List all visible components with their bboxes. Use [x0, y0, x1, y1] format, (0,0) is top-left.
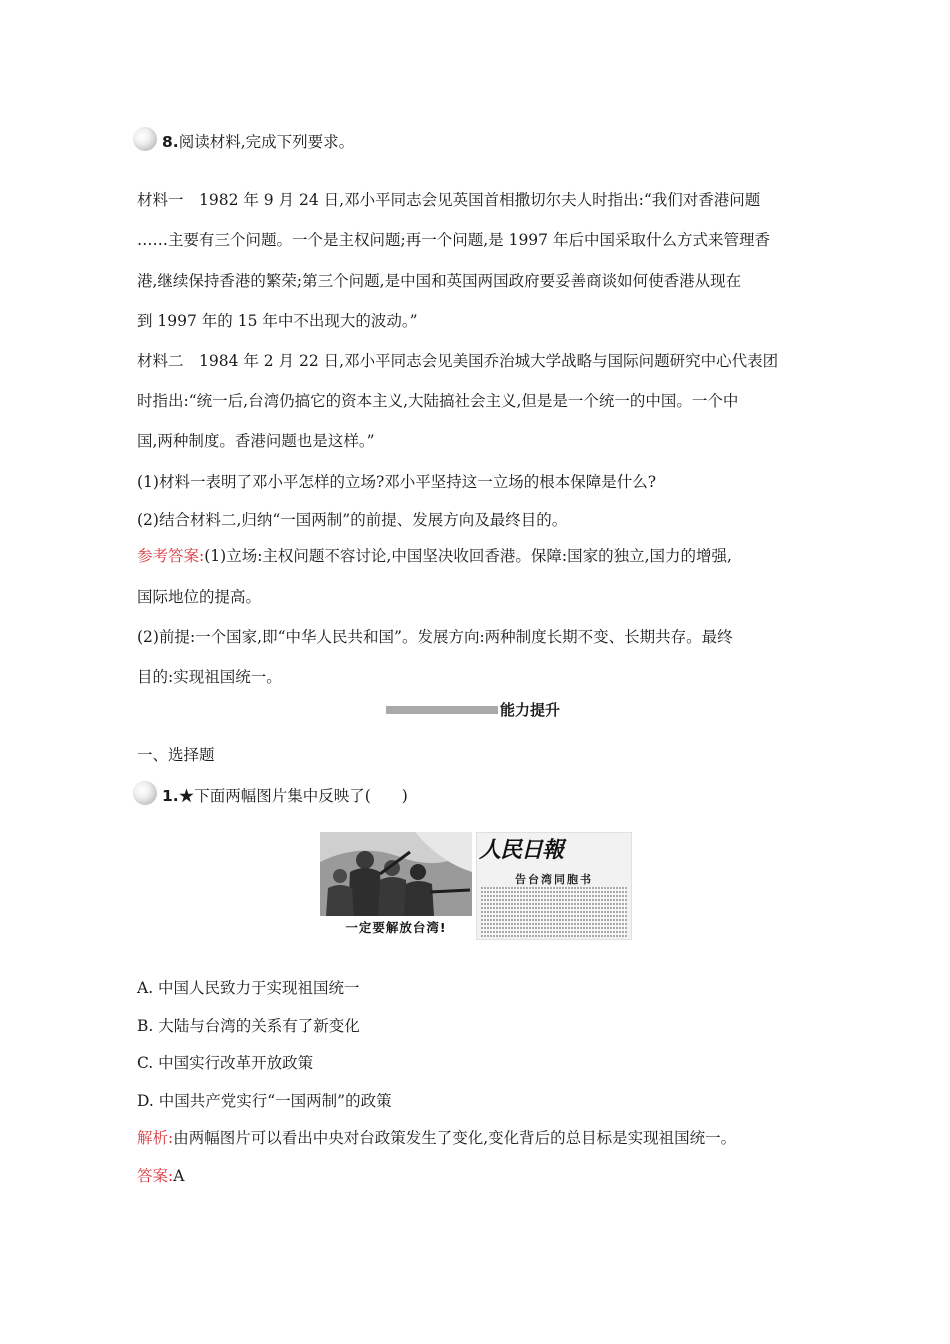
answer-label: 答案:: [137, 1167, 174, 1185]
soldiers-illustration-icon: [320, 832, 472, 916]
question-bullet-icon: [133, 781, 157, 805]
answer-text: A: [173, 1167, 185, 1185]
sub-question: (2)结合材料二,归纳“一国两制”的前提、发展方向及最终目的。: [137, 511, 568, 529]
sub-question: (1)材料一表明了邓小平怎样的立场?邓小平坚持这一立场的根本保障是什么?: [137, 473, 657, 491]
answer-line: [137, 1166, 184, 1186]
subsection-title: 一、选择题: [137, 746, 215, 764]
option-c: C. 中国实行改革开放政策: [137, 1054, 314, 1072]
question-prompt: ★下面两幅图片集中反映了( ): [178, 787, 408, 805]
analysis-label: 解析:: [137, 1129, 174, 1147]
material-line: 国,两种制度。香港问题也是这样。”: [137, 432, 375, 450]
question-prompt: 阅读材料,完成下列要求。: [178, 133, 355, 151]
reference-answer-text: (1)立场:主权问题不容讨论,中国坚决收回香港。保障:国家的独立,国力的增强,: [204, 547, 732, 565]
option-d: D. 中国共产党实行“一国两制”的政策: [137, 1092, 392, 1110]
material-line: ……主要有三个问题。一个是主权问题;再一个问题,是 1997 年后中国采取什么方式来管理香: [137, 231, 770, 249]
newspaper-text-block: [481, 887, 627, 937]
analysis-text: 由两幅图片可以看出中央对台政策发生了变化,变化背后的总目标是实现祖国统一。: [173, 1129, 737, 1147]
section-divider-bar: [386, 706, 498, 714]
question-images: [320, 832, 630, 940]
question-bullet-icon: [133, 127, 157, 151]
propaganda-poster-image: [320, 832, 472, 940]
section-title: 能力提升: [500, 701, 561, 719]
material-line: 时指出:“统一后,台湾仍搞它的资本主义,大陆搞社会主义,但是是一个统一的中国。一个中: [137, 392, 739, 410]
reference-answer-line: 国际地位的提高。: [137, 588, 262, 606]
material-line: 材料二 1984 年 2 月 22 日,邓小平同志会见美国乔治城大学战略与国际问题研究中心代表团: [137, 352, 779, 370]
reference-answer-line: [137, 546, 732, 566]
option-b: B. 大陆与台湾的关系有了新变化: [137, 1017, 360, 1035]
newspaper-headline: 告台湾同胞书: [515, 873, 593, 886]
reference-answer-line: (2)前提:一个国家,即“中华人民共和国”。发展方向:两种制度长期不变、长期共存。最终: [137, 628, 733, 646]
reference-answer-line: 目的:实现祖国统一。: [137, 668, 282, 686]
newspaper-image: [476, 832, 632, 940]
poster-caption: 一定要解放台湾!: [345, 920, 447, 935]
material-line: 到 1997 年的 15 年中不出现大的波动。”: [137, 312, 418, 330]
material-line: 材料一 1982 年 9 月 24 日,邓小平同志会见英国首相撒切尔夫人时指出:“我们对香港问题: [137, 191, 761, 209]
reference-answer-label: 参考答案:: [137, 547, 205, 565]
material-line: 港,继续保持香港的繁荣;第三个问题,是中国和英国两国政府要妥善商谈如何使香港从现在: [137, 272, 742, 290]
option-a: A. 中国人民致力于实现祖国统一: [137, 979, 360, 997]
newspaper-masthead: 人民日報: [479, 837, 564, 863]
question-number: 8.: [162, 133, 179, 151]
question-number: 1.: [162, 787, 179, 805]
analysis-line: [137, 1128, 736, 1148]
